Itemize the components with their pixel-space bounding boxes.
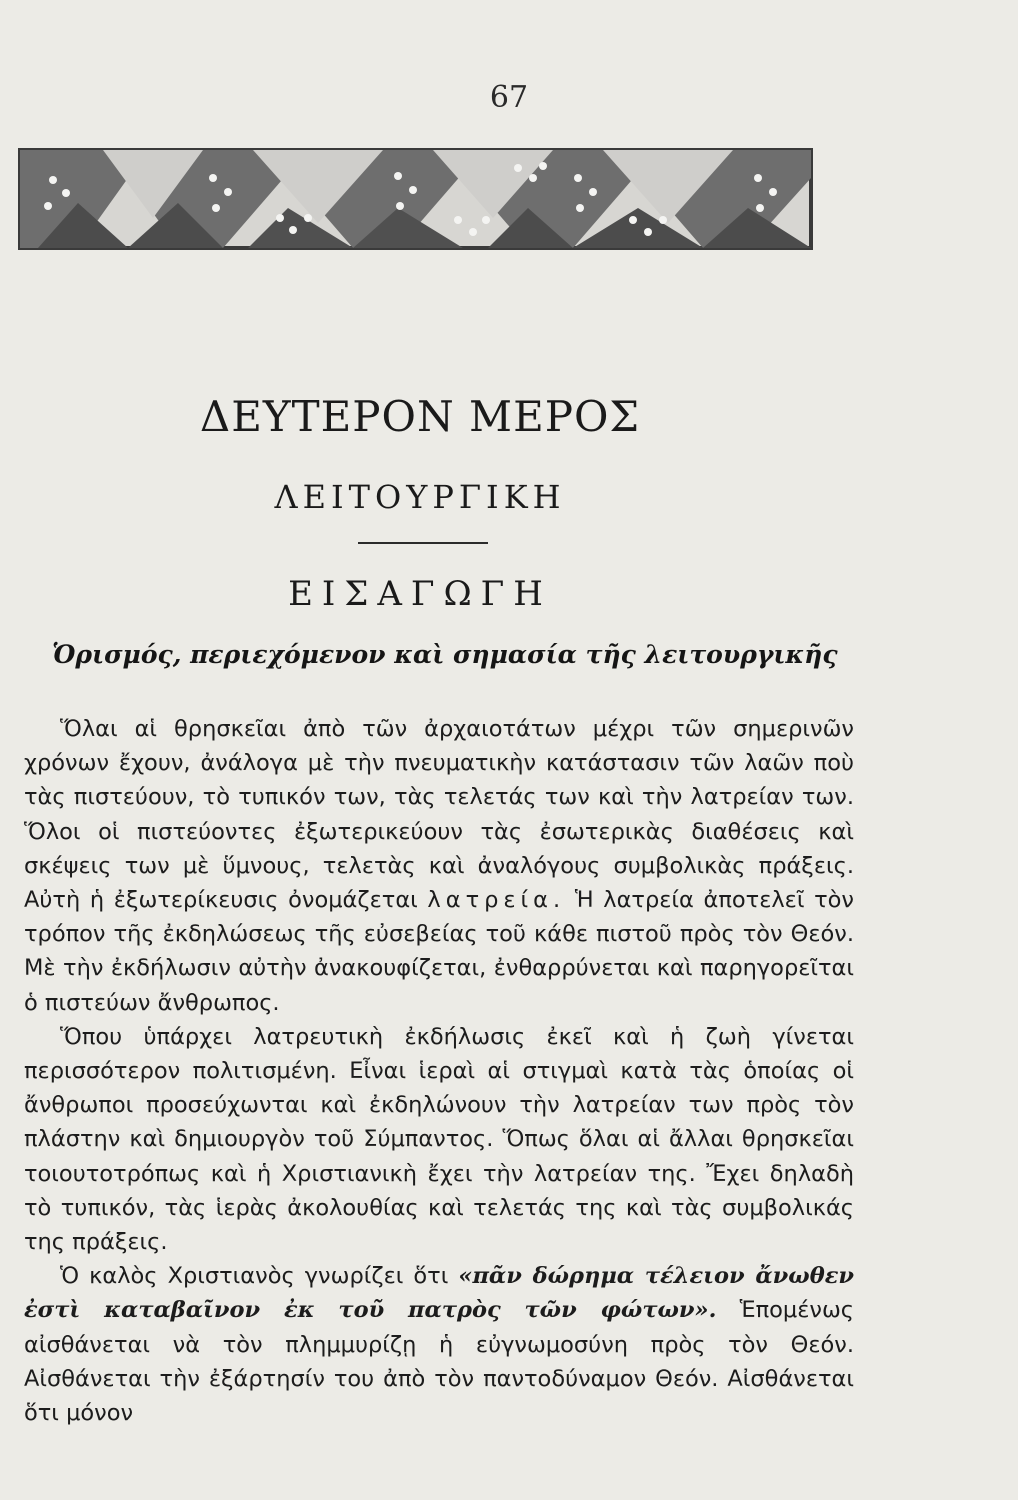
part-title: ΔΕΥΤΕΡΟΝ ΜΕΡΟΣ: [199, 392, 641, 441]
page-number: 67: [489, 80, 529, 115]
paragraph-text: Ἡ λατρεία ἀποτελεῖ τὸν τρόπον τῆς ἐκδηλώσεως τῆς εὐσεβείας τοῦ κάθε πιστοῦ πρὸς τὸν Θεόν. Μὲ τὴν ἐκδήλωσιν αὐτὴν ἀνακουφίζεται, ἐνθαρρύνεται καὶ παρηγορεῖται ὁ πιστεύων ἄνθρωπος.: [24, 887, 854, 1016]
body-text: [24, 712, 854, 1430]
paragraph-text: Ὁ καλὸς Χριστιανὸς γνωρίζει ὅτι: [60, 1263, 449, 1290]
title-divider: [358, 542, 488, 544]
paragraph-text: Ὅλαι αἱ θρησκεῖαι ἀπὸ τῶν ἀρχαιοτάτων μέχρι τῶν σημερινῶν χρόνων ἔχουν, ἀνάλογα μὲ τὴν πνευματικὴν κατάστασιν τῶν λαῶν ποὺ τὰς πιστεύουν, τὸ τυπικόν των, τὰς τελετάς των καὶ τὴν λατρείαν των. Ὅλοι οἱ πιστεύοντες ἐξωτερικεύουν τὰς ἐσωτερικὰς διαθέσεις καὶ σκέψεις των μὲ ὕμνους, τελετὰς καὶ ἀναλόγους συμβολικὰς πράξεις. Αὐτὴ ἡ ἐξωτερίκευσις ὀνομάζεται: [24, 716, 854, 914]
chapter-subtitle: Ὁρισμός, περιεχόμενον καὶ σημασία τῆς λειτουργικῆς: [52, 640, 838, 669]
emphasized-term: λατρεία.: [427, 887, 566, 914]
paragraph-text: Ἑπομένως αἰσθάνεται νὰ τὸν πλημμυρίζῃ ἡ εὐγνωμοσύνη πρὸς τὸν Θεόν. Αἰσθάνεται τὴν ἐξάρτησίν του ἀπὸ τὸν παντοδύναμον Θεόν. Αἰσθάνεται ὅτι μόνον: [24, 1297, 854, 1427]
paragraph-text: Ὅπου ὑπάρχει λατρευτικὴ ἐκδήλωσις ἐκεῖ καὶ ἡ ζωὴ γίνεται περισσότερον πολιτισμένη. Εἶναι ἱεραὶ αἱ στιγμαὶ κατὰ τὰς ὁποίας οἱ ἄνθρωποι προσεύχωνται καὶ ἐκδηλώνουν τὴν λατρείαν των πρὸς τὸν πλάστην καὶ δημιουργὸν τοῦ Σύμπαντος. Ὅπως ὅλαι αἱ ἄλλαι θρησκεῖαι τοιουτοτρόπως καὶ ἡ Χριστιανικὴ ἔχει τὴν λατρείαν της. Ἔχει δηλαδὴ τὸ τυπικόν, τὰς ἱερὰς ἀκολουθίας καὶ τελετάς της καὶ τὰς συμβολικάς της πράξεις.: [24, 1023, 854, 1256]
section-title: ΛΕΙΤΟΥΡΓΙΚΗ: [274, 478, 566, 516]
introduction-heading: ΕΙΣΑΓΩΓΗ: [288, 574, 552, 614]
paragraph: [24, 712, 854, 1020]
decorative-zigzag-ornament: [18, 148, 813, 250]
paragraph: [24, 1259, 854, 1430]
paragraph: [24, 1020, 854, 1259]
scripture-quote: «πᾶν δώρημα τέλειον ἄνωθεν ἐστὶ καταβαῖνον ἐκ τοῦ πατρὸς τῶν φώτων».: [24, 1263, 855, 1324]
